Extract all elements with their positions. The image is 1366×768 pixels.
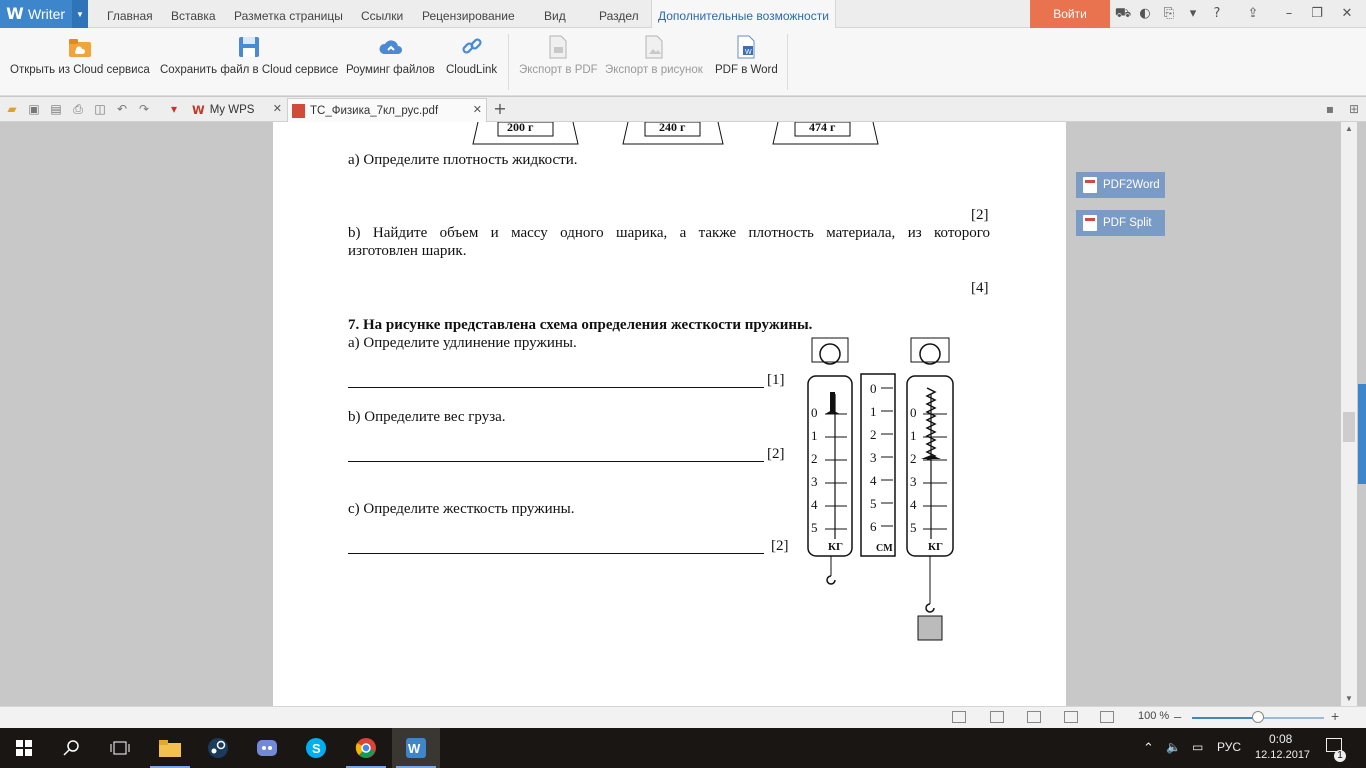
scroll-down-icon[interactable]: ▼ [1345, 694, 1353, 703]
score-mark: [2] [771, 538, 789, 554]
side-button-label: PDF Split [1103, 217, 1152, 229]
question-7a: а) Определите удлинение пружины. [348, 335, 577, 351]
protect-view-icon[interactable] [1100, 711, 1114, 723]
chrome-icon [355, 737, 377, 759]
ribbon-label: Экспорт в рисунок [605, 64, 703, 76]
svg-text:W: W [408, 741, 421, 756]
weight-label: 240 г [659, 120, 686, 134]
ribbon-label: CloudLink [446, 64, 498, 76]
ribbon-separator [508, 34, 509, 90]
weight-label: 200 г [507, 120, 534, 134]
pdf-to-word-button[interactable] [715, 34, 778, 90]
undo-icon[interactable]: ↶ [116, 102, 128, 116]
scale-tick: 1 [910, 428, 917, 443]
pdf-split-icon [1083, 215, 1097, 231]
document-tab-bar [0, 97, 1366, 122]
app-name: Writer [28, 6, 66, 22]
spring-scale-figure [803, 334, 973, 644]
ribbon-label: Экспорт в PDF [519, 64, 598, 76]
search-icon [63, 739, 81, 757]
app-menu-button[interactable] [0, 0, 88, 28]
ruler-tick: 0 [870, 381, 877, 396]
taskbar-discord[interactable] [243, 728, 291, 768]
web-view-icon[interactable] [1064, 711, 1078, 723]
pdf-file-icon [292, 104, 305, 118]
tab-list-icon[interactable]: ▪ [1325, 102, 1335, 116]
wps-writer-icon [405, 737, 427, 759]
print-preview-icon[interactable]: ◫ [94, 102, 106, 116]
ruler-tick: 3 [870, 450, 877, 465]
menu-section[interactable]: Раздел [599, 9, 639, 23]
scale-tick: 0 [910, 405, 917, 420]
question-6a: а) Определите плотность жидкости. [348, 152, 578, 168]
wps-icon: W [192, 103, 205, 117]
save-icon[interactable]: ▣ [28, 102, 40, 116]
skype-icon [305, 737, 327, 759]
scale-tick: 1 [811, 428, 818, 443]
weight-label: 474 г [809, 120, 836, 134]
tab-my-wps[interactable] [186, 98, 286, 122]
open-cloud-button[interactable] [10, 34, 150, 90]
title-menu-bar [0, 0, 1366, 28]
scale-tick: 2 [910, 451, 917, 466]
score-mark: [1] [767, 372, 785, 388]
ruler-tick: 5 [870, 496, 877, 511]
taskbar-chrome[interactable] [342, 728, 390, 768]
scale-tick: 3 [910, 474, 917, 489]
unit-label: КГ [928, 541, 943, 553]
score-mark: [4] [971, 280, 989, 296]
menu-references[interactable]: Ссылки [361, 9, 404, 23]
tshirt-icon[interactable]: ▾ [1189, 6, 1197, 21]
menu-insert[interactable]: Вставка [171, 9, 216, 23]
tab-document[interactable] [287, 98, 487, 122]
ruler-tick: 1 [870, 404, 877, 419]
taskbar-skype[interactable] [292, 728, 340, 768]
ribbon-label: Открыть из Cloud сервиса [10, 64, 150, 76]
discord-icon [256, 739, 278, 757]
login-button[interactable]: Войти [1030, 0, 1110, 28]
svg-text:W: W [745, 49, 752, 56]
help-icon[interactable]: ? [1213, 6, 1221, 21]
scale-tick: 0 [811, 405, 818, 420]
scale-tick: 3 [811, 474, 818, 489]
tab-label: My WPS [209, 104, 255, 116]
zoom-in-icon[interactable]: + [1331, 708, 1340, 724]
scale-tick: 5 [811, 520, 818, 535]
question-7b: b) Определите вес груза. [348, 409, 506, 425]
ruler-tick: 4 [870, 473, 877, 488]
cloud-roaming-icon [378, 34, 402, 60]
ribbon-label: PDF в Word [715, 64, 778, 76]
wps-logo-icon: W [6, 4, 24, 23]
ruler-tick: 2 [870, 427, 877, 442]
document-viewport[interactable] [0, 122, 1366, 706]
taskbar-steam[interactable] [194, 728, 242, 768]
menu-page-layout[interactable]: Разметка страницы [234, 9, 343, 23]
print-icon[interactable]: ⎙ [73, 102, 83, 116]
menu-view[interactable]: Вид [544, 9, 566, 23]
outline-view-icon[interactable] [1027, 711, 1041, 723]
ribbon [0, 28, 1366, 96]
notification-count: 1 [1334, 750, 1346, 762]
windows-logo-icon [16, 740, 32, 756]
question-6b-line1: b) Найдите объем и массу одного шарика, а также плотность материала, из которого [348, 225, 990, 241]
steam-icon [207, 737, 229, 759]
chevron-down-icon[interactable]: ▼ [72, 0, 88, 28]
export-pdf-icon [546, 34, 570, 60]
ruler-tick: 6 [870, 519, 877, 534]
task-view-icon [110, 740, 130, 756]
export-pdf-button[interactable] [519, 34, 598, 90]
question-7-title: 7. На рисунке представлена схема определения жесткости пружины. [348, 317, 813, 333]
minimize-icon[interactable]: – [1285, 6, 1293, 21]
export-image-icon [642, 34, 666, 60]
ribbon-label: Сохранить файл в Cloud сервисе [160, 64, 339, 76]
scrollbar-thumb[interactable] [1343, 412, 1355, 442]
svg-text:S: S [312, 741, 321, 756]
input-language[interactable]: РУС [1217, 740, 1242, 754]
taskbar-explorer[interactable] [146, 728, 194, 768]
menu-review[interactable]: Рецензирование [422, 9, 515, 23]
unit-label: КГ [828, 541, 843, 553]
cloud-save-icon [237, 34, 261, 60]
tab-label: ТС_Физика_7кл_рус.pdf [310, 104, 439, 117]
redo-icon[interactable]: ↷ [138, 102, 150, 116]
volume-icon[interactable]: 🔈 [1166, 740, 1181, 754]
side-button-label: PDF2Word [1103, 179, 1160, 191]
menu-extra-features[interactable]: Дополнительные возможности [651, 0, 836, 29]
ribbon-label: Роуминг файлов [346, 64, 435, 76]
answer-line [348, 461, 764, 462]
taskbar-wps-writer[interactable] [392, 728, 440, 768]
tab-close-icon[interactable]: ✕ [472, 104, 482, 116]
pdf-split-button[interactable] [1076, 210, 1165, 236]
side-panel-toggle[interactable] [1358, 384, 1366, 484]
answer-line [348, 553, 764, 554]
pdf2word-button[interactable] [1076, 172, 1165, 198]
ribbon-separator [787, 34, 788, 90]
unit-label: СМ [876, 543, 893, 554]
question-6b-line2: изготовлен шарик. [348, 243, 467, 259]
search-button[interactable] [48, 728, 96, 768]
upload-icon[interactable]: ⇪ [1247, 6, 1259, 21]
scale-tick: 4 [910, 497, 917, 512]
page-view-icon[interactable] [990, 711, 1004, 723]
pdf-to-word-icon [734, 34, 758, 60]
score-mark: [2] [767, 446, 785, 462]
pdf2word-icon [1083, 177, 1097, 193]
vertical-scrollbar[interactable] [1341, 122, 1357, 706]
clock-time[interactable]: 0:08 [1269, 732, 1293, 746]
fullscreen-icon[interactable] [952, 711, 966, 723]
tab-menu-icon[interactable]: ⊞ [1348, 102, 1360, 116]
scroll-up-icon[interactable]: ▲ [1345, 124, 1353, 133]
zoom-slider-fill [1192, 717, 1258, 719]
status-bar [0, 706, 1366, 728]
skin-icon[interactable]: ◐ [1139, 6, 1151, 21]
pdf-page [273, 122, 1066, 706]
open-folder-icon[interactable]: ▰ [7, 102, 17, 116]
tab-close-icon[interactable]: ✕ [272, 103, 282, 115]
new-tab-icon[interactable]: + [493, 99, 507, 118]
tray-chevron-icon[interactable]: ⌃ [1143, 740, 1154, 755]
clock-date[interactable]: 12.12.2017 [1255, 749, 1311, 761]
cloudlink-button[interactable] [446, 34, 497, 90]
export-image-button[interactable] [605, 34, 703, 90]
share-icon[interactable]: ⎘ [1163, 6, 1175, 21]
cart-icon[interactable]: ⛟ [1114, 6, 1132, 21]
roaming-files-button[interactable] [346, 34, 435, 90]
folder-icon [159, 739, 181, 757]
task-view-button[interactable] [96, 728, 144, 768]
save-cloud-button[interactable] [160, 34, 338, 90]
question-7c: с) Определите жесткость пружины. [348, 501, 575, 517]
score-mark: [2] [971, 207, 989, 223]
zoom-slider-knob[interactable] [1252, 711, 1264, 723]
zoom-level[interactable]: 100 % [1138, 710, 1170, 722]
customize-toolbar-icon[interactable]: ▾ [170, 102, 178, 116]
save-as-icon[interactable]: ▤ [50, 102, 62, 116]
zoom-out-icon[interactable]: – [1174, 709, 1182, 724]
start-button[interactable] [0, 728, 48, 768]
network-icon[interactable]: ▭ [1192, 740, 1204, 754]
scale-tick: 2 [811, 451, 818, 466]
link-icon [460, 34, 484, 60]
scale-tick: 5 [910, 520, 917, 535]
windows-taskbar [0, 728, 1366, 768]
scale-tick: 4 [811, 497, 818, 512]
answer-line [348, 387, 764, 388]
cloud-folder-icon [68, 34, 92, 60]
restore-icon[interactable]: ❐ [1311, 6, 1323, 21]
close-icon[interactable]: ✕ [1341, 6, 1353, 21]
menu-home[interactable]: Главная [107, 9, 153, 23]
